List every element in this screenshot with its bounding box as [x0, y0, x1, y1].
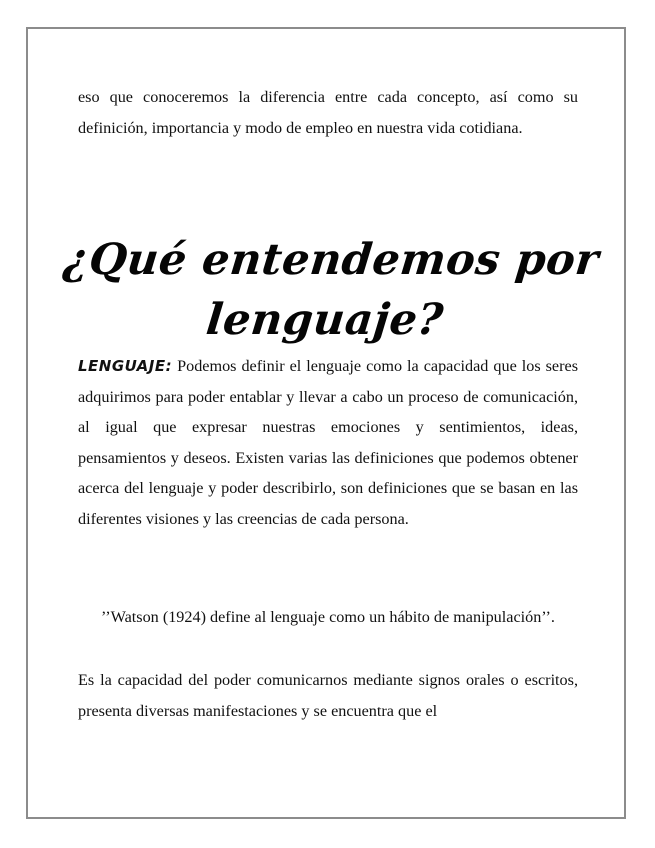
definition-paragraph: [78, 351, 578, 534]
definition-text: Podemos definir el lenguaje como la capacidad que los seres adquirimos para poder entablar y llevar a cabo un proceso de comunicación, al igual que expresar nuestras emociones y sentimientos, ideas, pensamientos y deseos. Existen varias las definiciones que podemos obtener acerca del lenguaje y poder describirlo, son definiciones que se basan en las diferentes visiones y las creencias de cada persona.: [78, 357, 578, 528]
definition-term: LENGUAJE:: [78, 357, 173, 375]
intro-paragraph: eso que conoceremos la diferencia entre cada concepto, así como su definición, importancia y modo de empleo en nuestra vida cotidiana.: [78, 88, 578, 137]
document-page: [26, 27, 626, 819]
section-heading: ¿Qué entendemos por lenguaje?: [60, 235, 602, 345]
citation-quote: ’’Watson (1924) define al lenguaje como un hábito de manipulación’’.: [101, 608, 555, 626]
closing-paragraph: Es la capacidad del poder comunicarnos mediante signos orales o escritos, presenta diversas manifestaciones y se encuentra que el: [78, 671, 578, 720]
